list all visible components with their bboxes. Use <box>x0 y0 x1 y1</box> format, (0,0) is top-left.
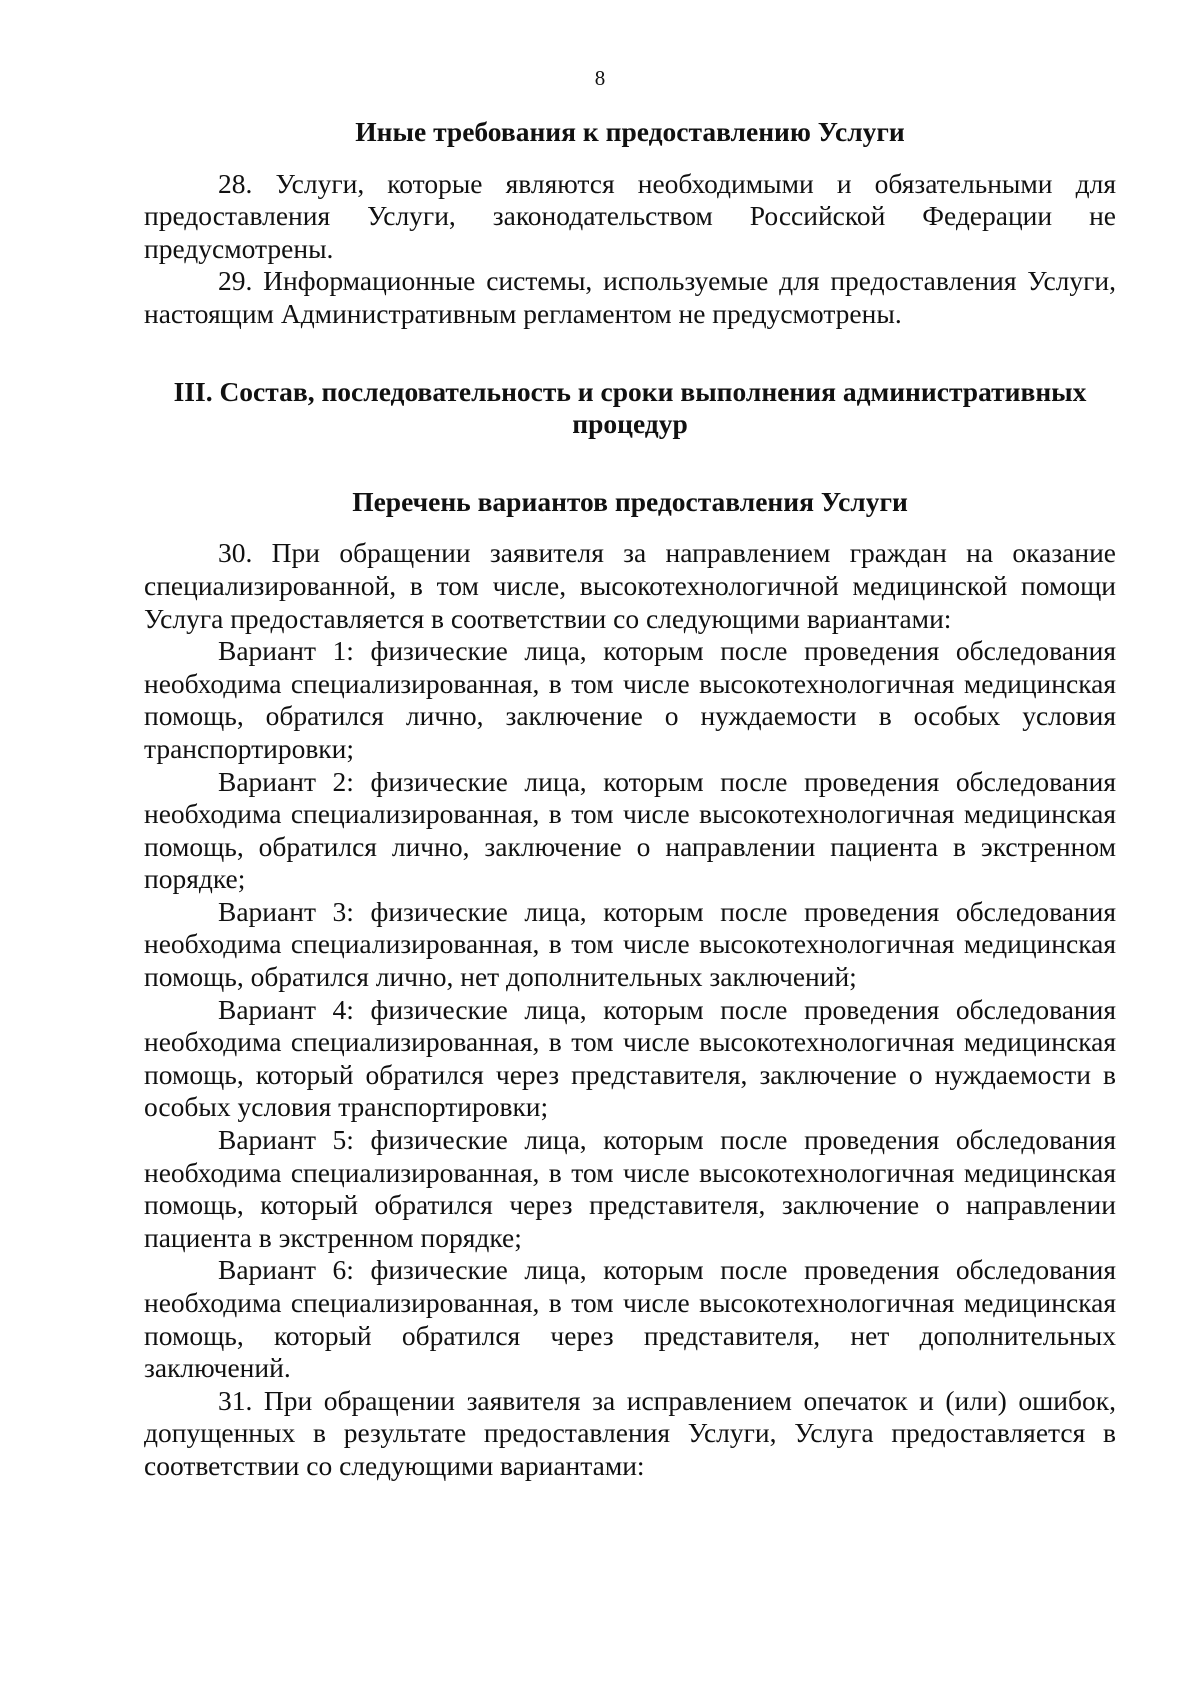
variant-4: Вариант 4: физические лица, которым после проведения обследования необходима специализированная, в том числе высокотехнологичная медицинская помощь, который обратился через представителя, заключение о нуждаемости в особых условия транспортировки; <box>144 993 1116 1123</box>
variant-3: Вариант 3: физические лица, которым после проведения обследования необходима специализированная, в том числе высокотехнологичная медицинская помощь, обратился лично, нет дополнительных заключений; <box>144 895 1116 993</box>
section-title: III. Состав, последовательность и сроки выполнения административных процедур <box>173 375 1087 440</box>
paragraph-28: 28. Услуги, которые являются необходимыми и обязательными для предоставления Услуги, законодательством Российской Федерации не предусмотрены. <box>144 167 1116 264</box>
variant-5: Вариант 5: физические лица, которым после проведения обследования необходима специализированная, в том числе высокотехнологичная медицинская помощь, который обратился через представителя, заключение о направлении пациента в экстренном порядке; <box>144 1124 1116 1253</box>
page-number: 8 <box>594 66 606 90</box>
document-body <box>144 116 1116 1483</box>
heading-other-requirements: Иные требования к предоставлению Услуги <box>355 116 905 147</box>
variant-1: Вариант 1: физические лица, которым после проведения обследования необходима специализированная, в том числе высокотехнологичная медицинская помощь, обратился лично, заключение о нуждаемости в особых условия транспортировки; <box>144 635 1116 764</box>
variant-2: Вариант 2: физические лица, которым после проведения обследования необходима специализированная, в том числе высокотехнологичная медицинская помощь, обратился лично, заключение о направлении пациента в экстренном порядке; <box>144 765 1116 895</box>
paragraph-31: 31. При обращении заявителя за исправлением опечаток и (или) ошибок, допущенных в результате предоставления Услуги, Услуга предоставляется в соответствии со следующими вариантами: <box>144 1384 1116 1481</box>
variant-6: Вариант 6: физические лица, которым после проведения обследования необходима специализированная, в том числе высокотехнологичная медицинская помощь, который обратился через представителя, нет дополнительных заключений. <box>144 1254 1116 1384</box>
paragraph-29: 29. Информационные системы, используемые для предоставления Услуги, настоящим Административным регламентом не предусмотрены. <box>144 265 1116 329</box>
paragraph-30: 30. При обращении заявителя за направлением граждан на оказание специализированной, в том числе, высокотехнологичной медицинской помощи Услуга предоставляется в соответствии со следующими вариантами: <box>144 537 1116 634</box>
heading-variants: Перечень вариантов предоставления Услуги <box>352 485 908 517</box>
